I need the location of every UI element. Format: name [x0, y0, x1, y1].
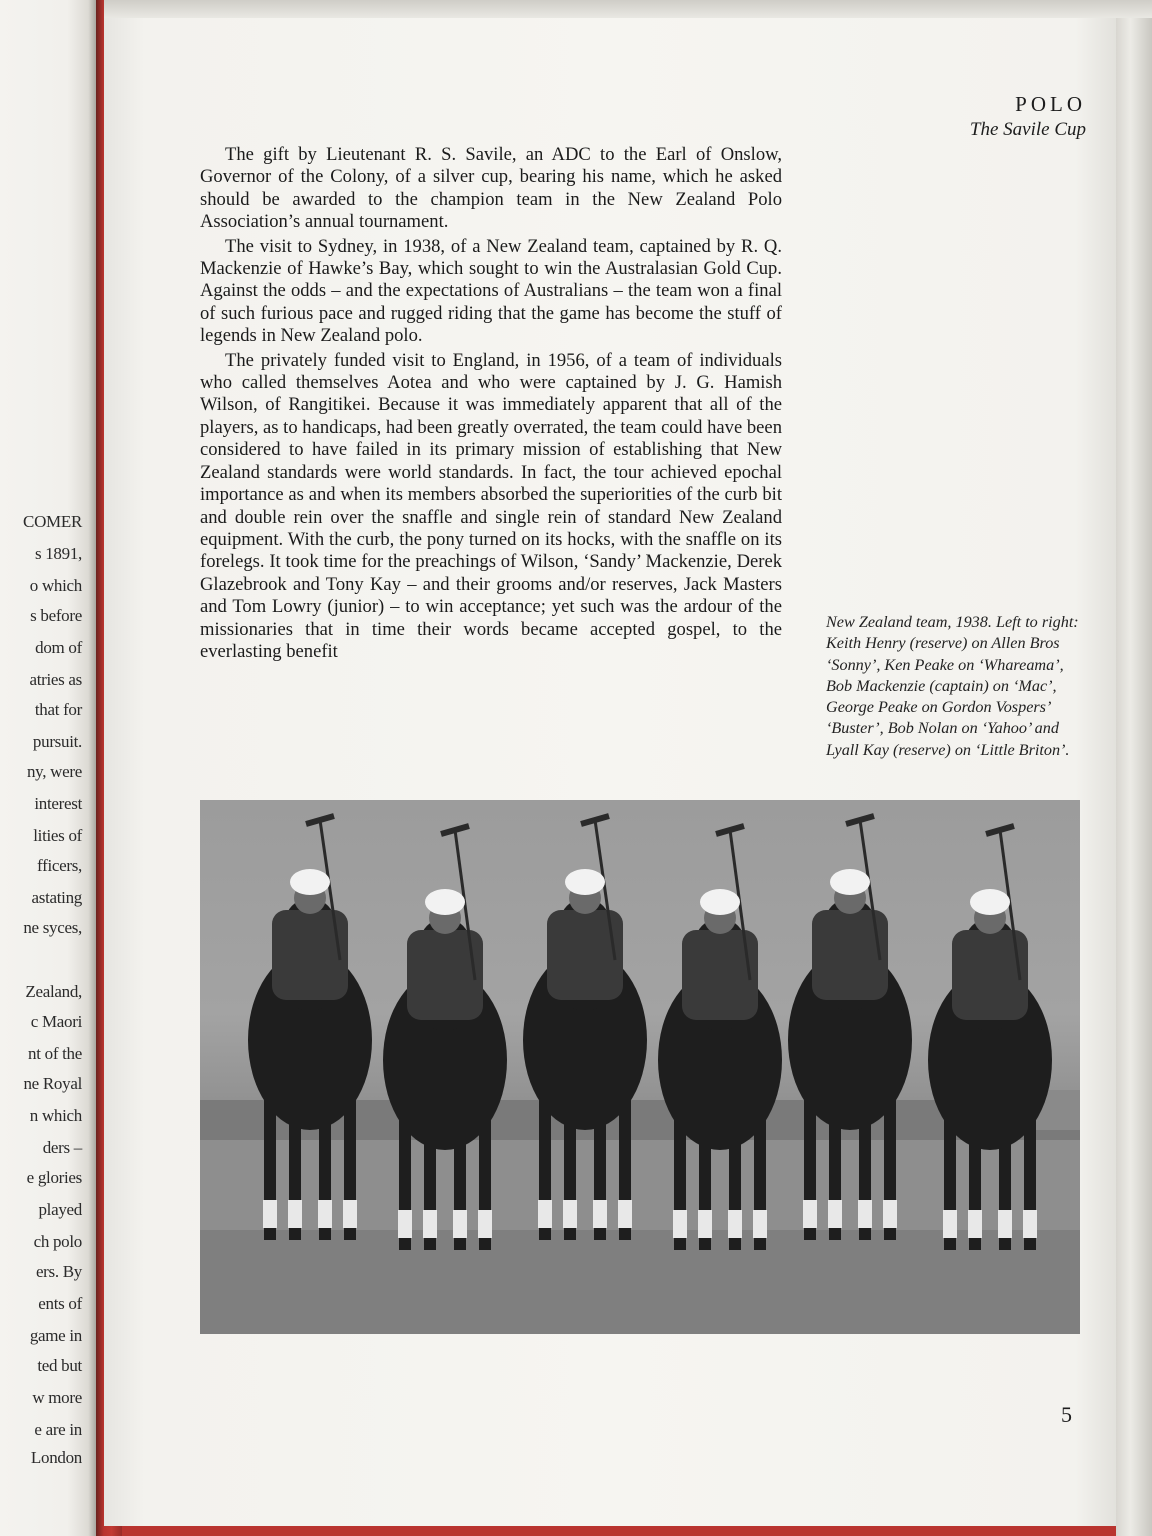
facing-page-line: Zealand,: [25, 982, 82, 1001]
mallet-head: [581, 816, 609, 824]
leg-bandage: [318, 1200, 332, 1228]
facing-page-line: dom of: [35, 638, 82, 657]
facing-page-line: o which: [29, 576, 82, 595]
facing-page-line: nt of the: [28, 1044, 82, 1063]
polo-helmet: [970, 889, 1010, 915]
page-stack-edge: [1116, 18, 1152, 1536]
running-head-subtitle: The Savile Cup: [969, 119, 1086, 140]
mallet-head: [441, 826, 469, 834]
polo-helmet: [565, 869, 605, 895]
leg-bandage: [263, 1200, 277, 1228]
leg-bandage: [618, 1200, 632, 1228]
leg-bandage: [398, 1210, 412, 1238]
running-head: [970, 92, 1086, 141]
facing-page-line: astating: [31, 888, 82, 907]
leg-bandage: [753, 1210, 767, 1238]
paragraph-england-1956: The privately funded visit to England, in 1956, of a team of individuals who called themselves Aotea and who were captained by J. G. Hamish Wilson, of Rangitikei. Because it was immediately apparent that all of the players, as to handicaps, had been greatly overrated, the team could have been considered to have failed in its primary mission of establishing that New Zealand standards were world standards. In fact, the tour achieved epochal importance as and when its members absorbed the superiorities of the curb bit and double rein over the snaffle and single rein of standard New Zealand equipment. With the curb, the pony turned on its hocks, with the snaffle on its forelegs. It took time for the preachings of Wilson, ‘Sandy’ Mackenzie, Derek Glazebrook and Tony Kay – and their grooms and/or reserves, Jack Masters and Tom Lowry (junior) – to win acceptance; yet such was the ardour of the missionaries that in time their words became accepted gospel, to the everlasting benefit: [200, 349, 782, 662]
rider-torso: [272, 910, 348, 1000]
facing-page-line: lities of: [33, 826, 82, 845]
running-head-section: POLO: [1015, 92, 1086, 116]
facing-page-line: interest: [34, 794, 82, 813]
leg-bandage: [998, 1210, 1012, 1238]
leg-bandage: [563, 1200, 577, 1228]
facing-page-line: ch polo: [33, 1232, 82, 1251]
leg-bandage: [968, 1210, 982, 1238]
leg-bandage: [943, 1210, 957, 1238]
leg-bandage: [858, 1200, 872, 1228]
leg-bandage: [803, 1200, 817, 1228]
leg-bandage: [698, 1210, 712, 1238]
page-number: 5: [1061, 1402, 1072, 1427]
leg-bandage: [883, 1200, 897, 1228]
facing-page-line: ers. By: [35, 1262, 82, 1281]
facing-page-line: ders –: [42, 1138, 82, 1157]
mallet-head: [986, 826, 1014, 834]
leg-bandage: [728, 1210, 742, 1238]
leg-bandage: [593, 1200, 607, 1228]
leg-bandage: [288, 1200, 302, 1228]
polo-helmet: [425, 889, 465, 915]
paragraph-sydney-1938: The visit to Sydney, in 1938, of a New Zealand team, captained by R. Q. Mackenzie of Hawke’s Bay, which sought to win the Australasian Gold Cup. Against the odds – and the expectations of Australians – the team won a final of such furious pace and rugged riding that the game has become the stuff of legends in New Zealand polo.: [200, 235, 782, 347]
facing-page-line: atries as: [29, 670, 82, 689]
facing-page-line: London: [30, 1448, 82, 1467]
leg-bandage: [538, 1200, 552, 1228]
facing-page-line: e are in: [34, 1420, 82, 1439]
leg-bandage: [423, 1210, 437, 1238]
facing-page-line: pursuit.: [32, 732, 82, 751]
facing-page-line: c Maori: [30, 1012, 82, 1031]
facing-page-line: ny, were: [26, 762, 82, 781]
facing-page-line: n which: [29, 1106, 82, 1125]
leg-bandage: [343, 1200, 357, 1228]
facing-page-line: that for: [34, 700, 82, 719]
facing-page-line: s 1891,: [34, 544, 82, 563]
facing-page-line: s before: [30, 606, 82, 625]
facing-page-line: ne syces,: [23, 918, 82, 937]
facing-page-line: COMER: [23, 512, 82, 531]
rider-torso: [812, 910, 888, 1000]
leg-bandage: [453, 1210, 467, 1238]
facing-page-fragment: [0, 0, 96, 1536]
facing-page-line: e glories: [26, 1168, 82, 1187]
body-text: [200, 144, 782, 665]
facing-page-line: ne Royal: [23, 1074, 82, 1093]
facing-page-line: ted but: [37, 1356, 82, 1375]
facing-page-line: game in: [29, 1326, 82, 1345]
mallet-head: [716, 826, 744, 834]
page-top-edge: [104, 0, 1152, 18]
polo-helmet: [700, 889, 740, 915]
polo-helmet: [290, 869, 330, 895]
team-photograph: [200, 800, 1080, 1334]
leg-bandage: [673, 1210, 687, 1238]
rider-torso: [547, 910, 623, 1000]
facing-page-line: fficers,: [37, 856, 82, 875]
mallet-head: [306, 816, 334, 824]
facing-page-line: w more: [32, 1388, 82, 1407]
facing-page-line: ents of: [38, 1294, 82, 1313]
leg-bandage: [828, 1200, 842, 1228]
leg-bandage: [478, 1210, 492, 1238]
photo-caption: New Zealand team, 1938. Left to right: Keith Henry (reserve) on Allen Bros ‘Sonny’, Ken Peake on ‘Whareama’, Bob Mackenzie (captain) on ‘Mac’, George Peake on Gordon Vospers’ ‘Buster’, Bob Nolan on ‘Yahoo’ and Lyall Kay (reserve) on ‘Little Briton’.: [826, 613, 1079, 759]
polo-helmet: [830, 869, 870, 895]
paragraph-savile-cup: The gift by Lieutenant R. S. Savile, an ADC to the Earl of Onslow, Governor of the Colony, of a silver cup, bearing his name, which he asked should be awarded to the champion team in the New Zealand Polo Association’s annual tournament.: [200, 144, 782, 233]
leg-bandage: [1023, 1210, 1037, 1238]
facing-page-line: played: [38, 1200, 82, 1219]
mallet-head: [846, 816, 874, 824]
